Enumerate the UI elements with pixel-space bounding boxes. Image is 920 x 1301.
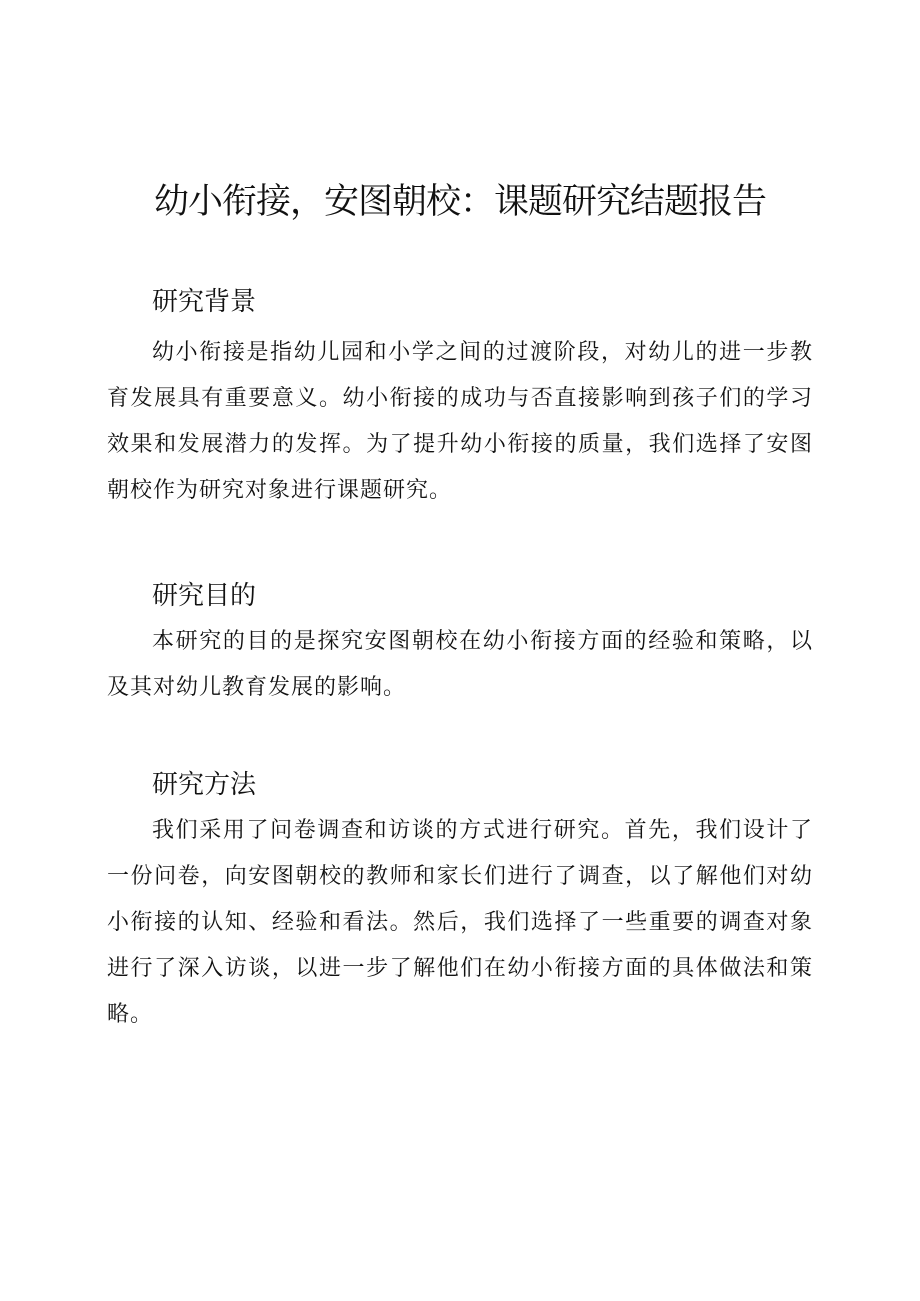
document-title: 幼小衔接，安图朝校：课题研究结题报告 xyxy=(153,182,766,222)
section-body-method: 我们采用了问卷调查和访谈的方式进行研究。首先，我们设计了一份问卷，向安图朝校的教师和家长们进行了调查，以了解他们对幼小衔接的认知、经验和看法。然后，我们选择了一些重要的调查对象进行了深入访谈，以进一步了解他们在幼小衔接方面的具体做法和策略。 xyxy=(107,818,813,1027)
section-heading-purpose: 研究目的 xyxy=(152,581,257,611)
section-heading-method: 研究方法 xyxy=(152,770,257,800)
section-body-background: 幼小衔接是指幼儿园和小学之间的过渡阶段，对幼儿的进一步教育发展具有重要意义。幼小衔接的成功与否直接影响到孩子们的学习效果和发展潜力的发挥。为了提升幼小衔接的质量，我们选择了安图朝校作为研究对象进行课题研究。 xyxy=(107,340,813,503)
section-heading-background: 研究背景 xyxy=(152,287,257,317)
section-body-purpose: 本研究的目的是探究安图朝校在幼小衔接方面的经验和策略，以及其对幼儿教育发展的影响。 xyxy=(107,629,813,700)
